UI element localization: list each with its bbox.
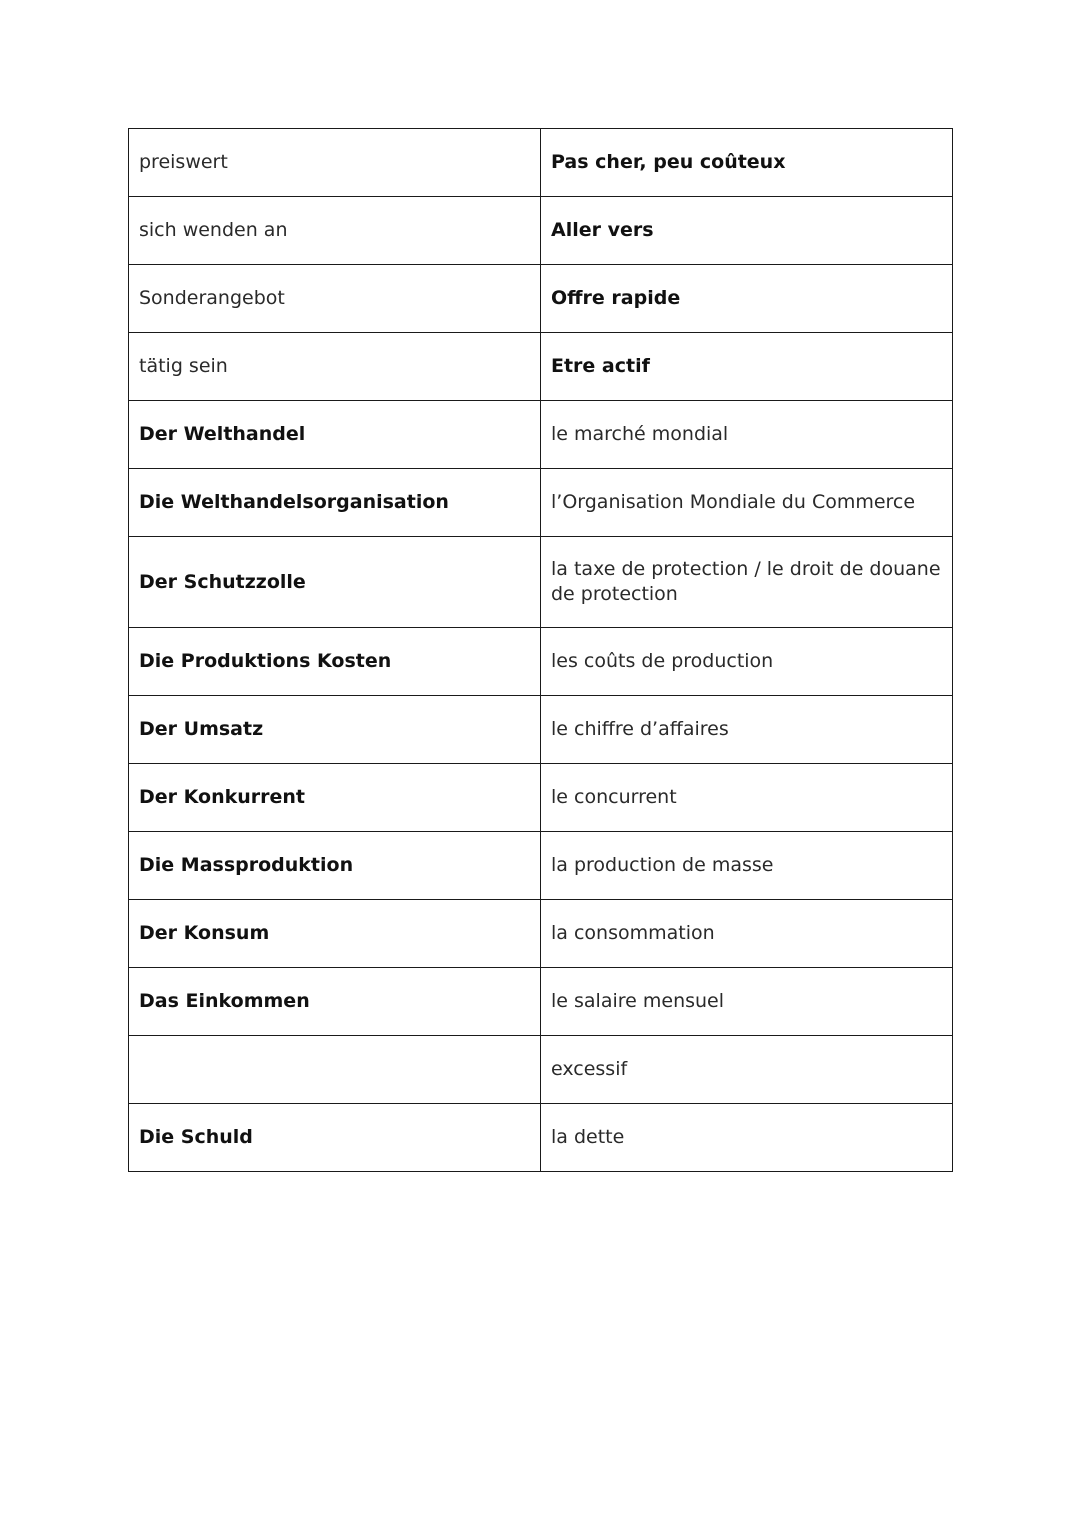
german-term: Der Schutzzolle bbox=[129, 537, 541, 628]
table-row bbox=[129, 129, 953, 197]
french-translation: Etre actif bbox=[541, 333, 953, 401]
german-term: sich wenden an bbox=[129, 197, 541, 265]
french-translation: excessif bbox=[541, 1036, 953, 1104]
table-row bbox=[129, 900, 953, 968]
french-translation: la taxe de protection / le droit de douane de protection bbox=[541, 537, 953, 628]
table-row bbox=[129, 832, 953, 900]
table-row bbox=[129, 764, 953, 832]
table-row bbox=[129, 1036, 953, 1104]
table-row bbox=[129, 696, 953, 764]
french-translation: la consommation bbox=[541, 900, 953, 968]
table-row bbox=[129, 1104, 953, 1172]
french-translation: Pas cher, peu coûteux bbox=[541, 129, 953, 197]
german-term: Die Produktions Kosten bbox=[129, 628, 541, 696]
french-translation: Offre rapide bbox=[541, 265, 953, 333]
german-term: tätig sein bbox=[129, 333, 541, 401]
table-row bbox=[129, 968, 953, 1036]
french-translation: le chiffre d’affaires bbox=[541, 696, 953, 764]
french-translation: la dette bbox=[541, 1104, 953, 1172]
german-term: Die Welthandelsorganisation bbox=[129, 469, 541, 537]
table-row bbox=[129, 628, 953, 696]
french-translation: l’Organisation Mondiale du Commerce bbox=[541, 469, 953, 537]
german-term bbox=[129, 1036, 541, 1104]
table-row bbox=[129, 537, 953, 628]
german-term: Der Konsum bbox=[129, 900, 541, 968]
german-term: preiswert bbox=[129, 129, 541, 197]
german-term: Das Einkommen bbox=[129, 968, 541, 1036]
vocabulary-table bbox=[128, 128, 953, 1172]
table-row bbox=[129, 265, 953, 333]
french-translation: la production de masse bbox=[541, 832, 953, 900]
vocabulary-table-body bbox=[129, 129, 953, 1172]
french-translation: Aller vers bbox=[541, 197, 953, 265]
table-row bbox=[129, 401, 953, 469]
german-term: Der Umsatz bbox=[129, 696, 541, 764]
german-term: Der Konkurrent bbox=[129, 764, 541, 832]
french-translation: les coûts de production bbox=[541, 628, 953, 696]
german-term: Der Welthandel bbox=[129, 401, 541, 469]
french-translation: le marché mondial bbox=[541, 401, 953, 469]
table-row bbox=[129, 469, 953, 537]
table-row bbox=[129, 197, 953, 265]
german-term: Die Schuld bbox=[129, 1104, 541, 1172]
french-translation: le concurrent bbox=[541, 764, 953, 832]
french-translation: le salaire mensuel bbox=[541, 968, 953, 1036]
table-row bbox=[129, 333, 953, 401]
german-term: Die Massproduktion bbox=[129, 832, 541, 900]
german-term: Sonderangebot bbox=[129, 265, 541, 333]
